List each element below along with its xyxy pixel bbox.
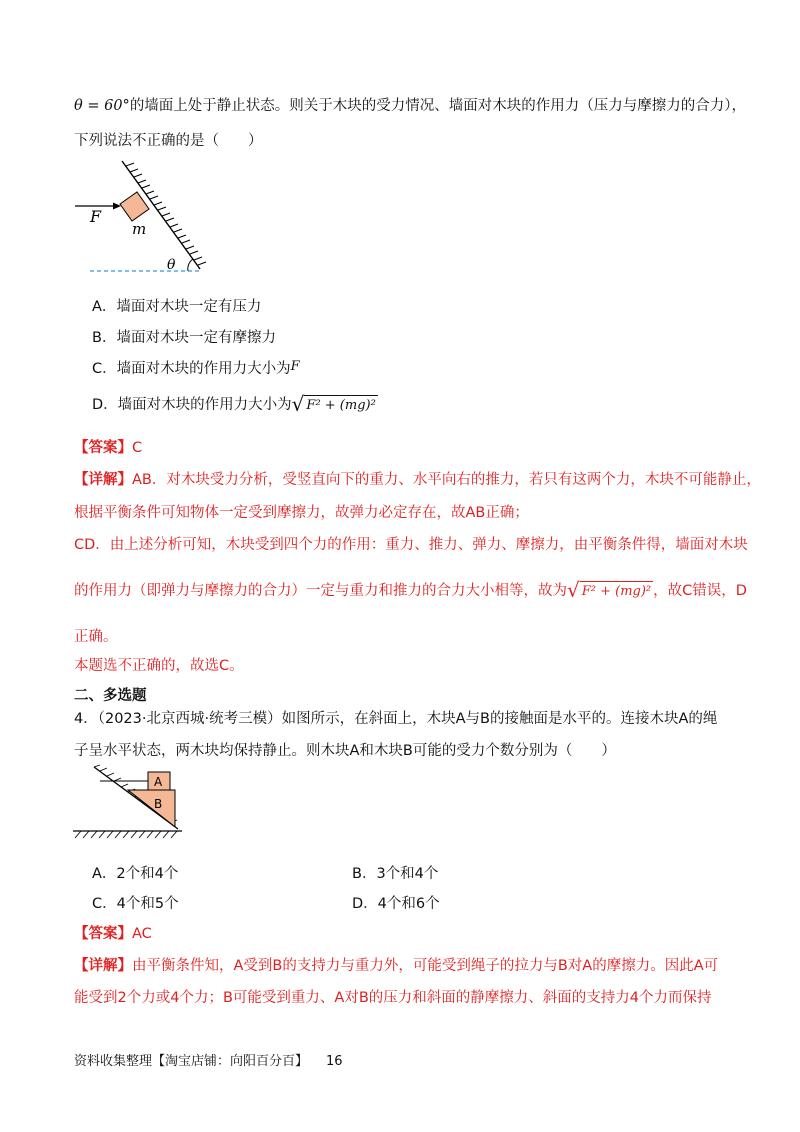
theta-label: θ — [167, 257, 176, 273]
q3-option-d — [92, 394, 378, 416]
q3-option-c — [92, 357, 300, 379]
block-b-label: B — [154, 797, 163, 811]
answer-label: 【答案】 — [74, 440, 132, 456]
q3-option-c-math: F — [290, 359, 300, 374]
q3-stem-text: 的墙面上处于静止状态。则关于木块的受力情况、墙面对木块的作用力（压力与摩擦力的合力）， — [129, 98, 747, 114]
q3-option-b: B．墙面对木块一定有摩擦力 — [92, 330, 276, 346]
incline-blocks-figure — [70, 764, 195, 844]
mass-label: m — [132, 220, 147, 238]
q3-detail-line2: 根据平衡条件可知物体一定受到摩擦力，故弹力必定存在，故AB正确； — [74, 505, 529, 521]
sqrt-expression-answer: √ F² + (mg)² — [567, 578, 652, 602]
detail-text-4b: ，故C错误，D — [653, 583, 747, 599]
q4-stem-line2: 子呈水平状态，两木块均保持静止。则木块A和木块B可能的受力个数分别为（ ） — [74, 743, 616, 759]
page-number: 16 — [326, 1054, 343, 1069]
q3-option-d-text: D．墙面对木块的作用力大小为 — [92, 397, 292, 413]
page-footer — [74, 1050, 343, 1069]
q4-detail-line2: 能受到2个力或4个力；B可能受到重力、A对B的压力和斜面的静摩擦力、斜面的支持力4个力而保持 — [74, 990, 712, 1006]
q3-option-a: A．墙面对木块一定有压力 — [92, 299, 262, 315]
q3-detail-line5: 正确。 — [74, 629, 118, 645]
q3-stem-line2: 下列说法不正确的是（ ） — [74, 133, 263, 149]
q4-option-d: D．4个和6个 — [352, 896, 440, 912]
detail-label: 【详解】 — [74, 472, 132, 488]
q3-detail-line3: CD．由上述分析可知，木块受到四个力的作用：重力、推力、弹力、摩擦力，由平衡条件得，墙面对木块 — [74, 537, 748, 553]
answer-label: 【答案】 — [74, 926, 132, 942]
q3-conclusion: 本题选不正确的，故选C。 — [74, 658, 244, 674]
detail-text-4a: 的作用力（即弹力与摩擦力的合力）一定与重力和推力的合力大小相等，故为 — [74, 583, 567, 599]
answer-value: AC — [132, 926, 152, 942]
footer-text: 资料收集整理【淘宝店铺：向阳百分百】 — [74, 1054, 309, 1069]
q3-stem-line1 — [74, 96, 746, 116]
detail-label: 【详解】 — [74, 958, 132, 974]
q4-option-b: B．3个和4个 — [352, 866, 439, 882]
q4-option-a: A．2个和4个 — [92, 866, 179, 882]
detail-text: 由平衡条件知，A受到B的支持力与重力外，可能受到绳子的拉力与B对A的摩擦力。因此A可 — [132, 958, 719, 974]
answer-value: C — [132, 440, 143, 456]
sqrt-expression: √ F² + (mg)² — [291, 392, 376, 416]
inclined-wall-figure — [70, 155, 220, 280]
section-heading: 二、多选题 — [74, 688, 147, 704]
q3-detail-line4 — [74, 580, 747, 602]
q4-option-c: C．4个和5个 — [92, 896, 179, 912]
q3-detail-line1 — [74, 470, 761, 490]
block-a-label: A — [154, 775, 163, 789]
theta-equation: θ = 60° — [74, 98, 130, 114]
q4-answer — [74, 924, 152, 944]
q4-stem-line1: 4．（2023·北京西城·统考三模）如图所示，在斜面上，木块A与B的接触面是水平的。连接木块A的绳 — [74, 711, 718, 727]
q3-answer — [74, 438, 142, 458]
detail-text: AB．对木块受力分析，受竖直向下的重力、水平向右的推力，若只有这两个力，木块不可能静止， — [132, 472, 761, 488]
q3-option-c-text: C．墙面对木块的作用力大小为 — [92, 361, 291, 377]
force-label: F — [90, 207, 102, 226]
q4-detail-line1 — [74, 956, 718, 976]
